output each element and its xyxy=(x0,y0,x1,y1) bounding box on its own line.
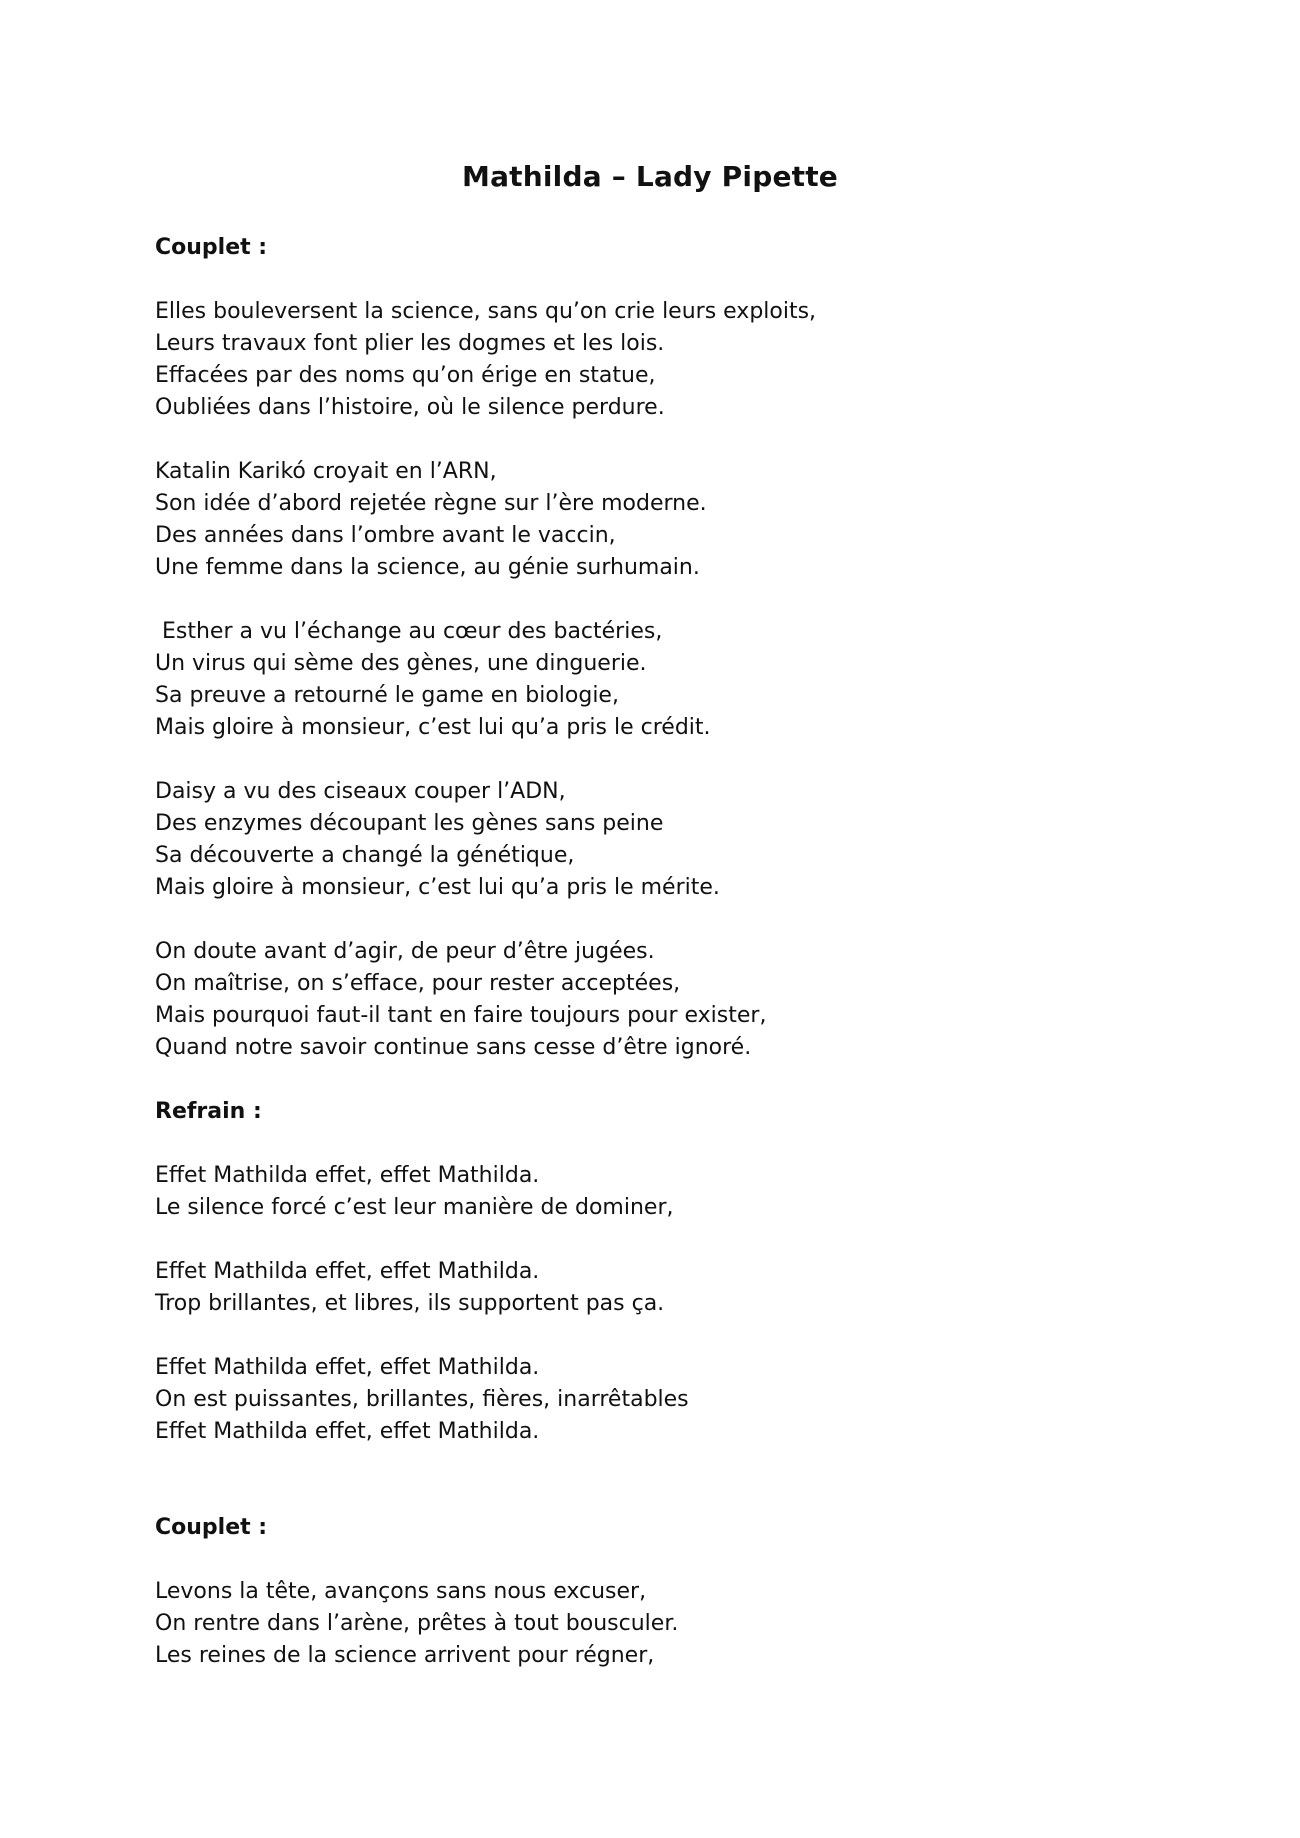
lyric-line: On rentre dans l’arène, prêtes à tout bousculer. xyxy=(155,1611,679,1636)
lyric-line: Esther a vu l’échange au cœur des bactéries, xyxy=(155,619,663,644)
lyric-line: Le silence forcé c’est leur manière de dominer, xyxy=(155,1195,674,1220)
stanza xyxy=(155,1256,1155,1320)
lyrics-body xyxy=(155,232,1155,1672)
section-heading: Couplet : xyxy=(155,1515,268,1540)
stanza xyxy=(155,456,1155,584)
stanza xyxy=(155,296,1155,424)
lyric-line: Effet Mathilda effet, effet Mathilda. xyxy=(155,1259,540,1284)
lyric-line: Oubliées dans l’histoire, où le silence perdure. xyxy=(155,395,665,420)
lyric-line: Sa découverte a changé la génétique, xyxy=(155,843,575,868)
lyric-line: Mais gloire à monsieur, c’est lui qu’a pris le crédit. xyxy=(155,715,711,740)
lyric-line: On doute avant d’agir, de peur d’être jugées. xyxy=(155,939,655,964)
lyric-line: Effet Mathilda effet, effet Mathilda. xyxy=(155,1419,540,1444)
stanza xyxy=(155,776,1155,904)
lyric-line: Levons la tête, avançons sans nous excuser, xyxy=(155,1579,647,1604)
stanza xyxy=(155,936,1155,1064)
lyric-line: Mais gloire à monsieur, c’est lui qu’a pris le mérite. xyxy=(155,875,720,900)
lyric-line: Leurs travaux font plier les dogmes et les lois. xyxy=(155,331,665,356)
lyric-line: Mais pourquoi faut-il tant en faire toujours pour exister, xyxy=(155,1003,767,1028)
section-refrain xyxy=(155,1096,1155,1448)
lyric-line: Une femme dans la science, au génie surhumain. xyxy=(155,555,700,580)
lyric-line: Effet Mathilda effet, effet Mathilda. xyxy=(155,1355,540,1380)
page-title: Mathilda – Lady Pipette xyxy=(462,160,838,193)
lyric-line: Les reines de la science arrivent pour régner, xyxy=(155,1643,655,1668)
lyric-line: Trop brillantes, et libres, ils supportent pas ça. xyxy=(155,1291,665,1316)
stanza xyxy=(155,1160,1155,1224)
stanza xyxy=(155,1352,1155,1448)
lyric-line: Des enzymes découpant les gènes sans peine xyxy=(155,811,664,836)
lyric-line: Katalin Karikó croyait en l’ARN, xyxy=(155,459,497,484)
lyric-line: On est puissantes, brillantes, fières, inarrêtables xyxy=(155,1387,689,1412)
stanza xyxy=(155,1576,1155,1672)
lyric-line: Sa preuve a retourné le game en biologie, xyxy=(155,683,619,708)
stanza xyxy=(155,616,1155,744)
lyric-line: Effet Mathilda effet, effet Mathilda. xyxy=(155,1163,540,1188)
lyric-line: Daisy a vu des ciseaux couper l’ADN, xyxy=(155,779,566,804)
lyric-line: On maîtrise, on s’efface, pour rester acceptées, xyxy=(155,971,681,996)
section-couplet-2 xyxy=(155,1512,1155,1672)
lyric-line: Des années dans l’ombre avant le vaccin, xyxy=(155,523,616,548)
section-heading: Refrain : xyxy=(155,1099,262,1124)
lyric-line: Elles bouleversent la science, sans qu’on crie leurs exploits, xyxy=(155,299,817,324)
lyric-line: Quand notre savoir continue sans cesse d’être ignoré. xyxy=(155,1035,752,1060)
lyric-line: Effacées par des noms qu’on érige en statue, xyxy=(155,363,656,388)
lyric-line: Un virus qui sème des gènes, une dinguerie. xyxy=(155,651,647,676)
lyric-line: Son idée d’abord rejetée règne sur l’ère moderne. xyxy=(155,491,707,516)
section-couplet-1 xyxy=(155,232,1155,1064)
section-heading: Couplet : xyxy=(155,235,268,260)
